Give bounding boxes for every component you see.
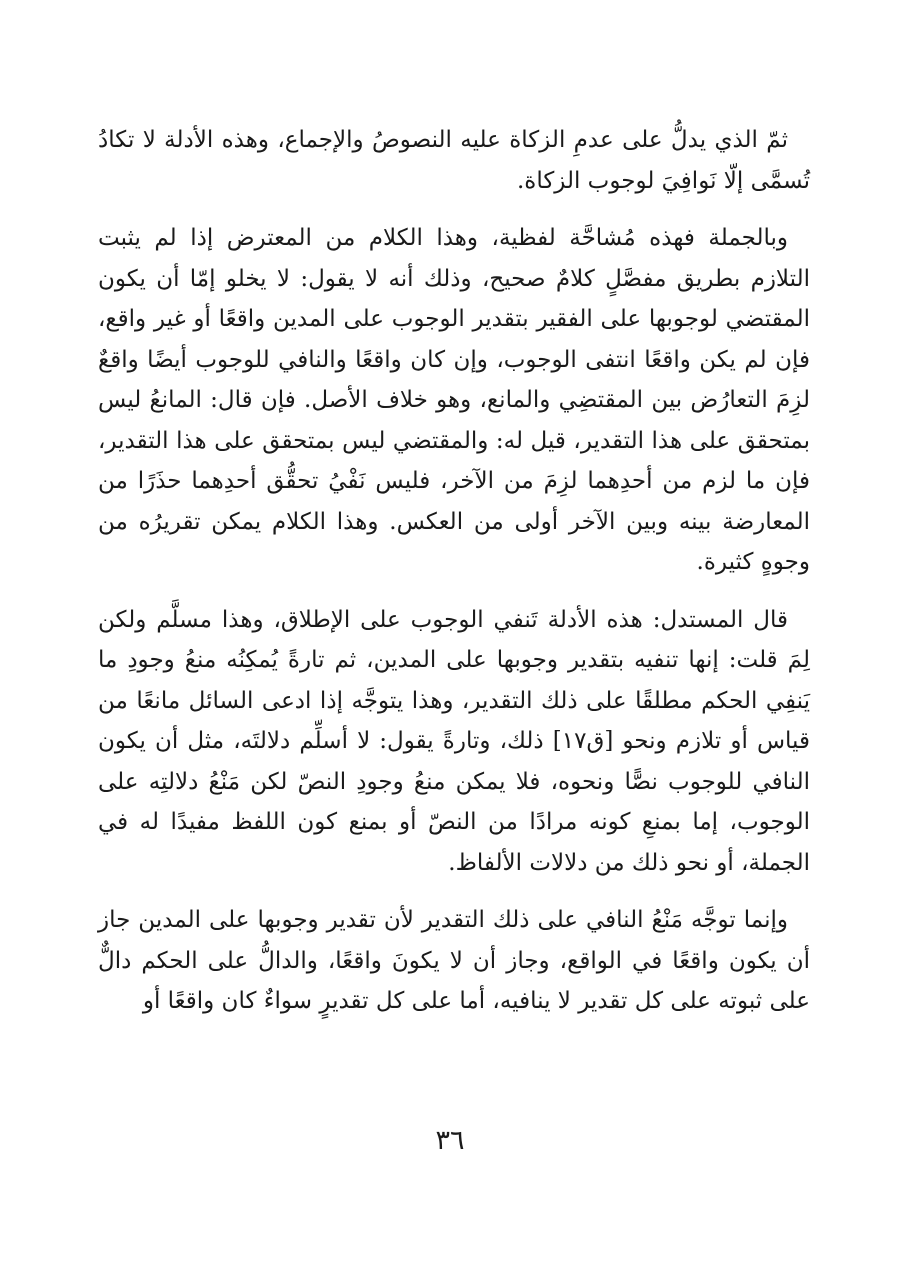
page-number: ٣٦	[435, 1125, 465, 1156]
text-body	[98, 120, 810, 1022]
paragraph-1: ثمّ الذي يدلُّ على عدمِ الزكاة عليه النصوصُ والإجماع، وهذه الأدلة لا تكادُ تُسمَّى إلّا نَوافِيَ لوجوب الزكاة.	[98, 127, 810, 194]
document-page	[0, 110, 900, 1230]
paragraph-3: قال المستدل: هذه الأدلة تَنفي الوجوب على الإطلاق، وهذا مسلَّم ولكن لِمَ قلت: إنها تنفيه بتقدير وجوبها على المدين، ثم تارةً يُمكِنُه منعُ وجودِ ما يَنفِي الحكم مطلقًا على ذلك التقدير، وهذا يتوجَّه إذا ادعى السائل مانعًا من قياس أو تلازم ونحو [ق١٧] ذلك، وتارةً يقول: لا أسلِّم دلالتَه، مثل أن يكون النافي للوجوب نصًّا ونحوه، فلا يمكن منعُ وجودِ النصّ لكن مَنْعُ دلالتِه على الوجوب، إما بمنعِ كونه مرادًا من النصّ أو بمنع كون اللفظ مفيدًا له في الجملة، أو نحو ذلك من دلالات الألفاظ.	[98, 606, 810, 876]
paragraph-4: وإنما توجَّه مَنْعُ النافي على ذلك التقدير لأن تقدير وجوبها على المدين جاز أن يكون واقعًا في الواقع، وجاز أن لا يكونَ واقعًا، والدالُّ على الحكم دالٌّ على ثبوته على كل تقدير لا ينافيه، أما على كل تقديرٍ سواءٌ كان واقعًا أو	[98, 907, 810, 1014]
paragraph-2: وبالجملة فهذه مُشاحَّة لفظية، وهذا الكلام من المعترض إذا لم يثبت التلازم بطريق مفصَّلٍ كلامٌ صحيح، وذلك أنه لا يقول: لا يخلو إمّا أن يكون المقتضي لوجوبها على الفقير بتقدير الوجوب على المدين واقعًا أو غير واقع، فإن لم يكن واقعًا انتفى الوجوب، وإن كان واقعًا والنافي للوجوب أيضًا واقعٌ لزِمَ التعارُض بين المقتضِي والمانع، وهو خلاف الأصل. فإن قال: المانعُ ليس بمتحقق على هذا التقدير، قيل له: والمقتضي ليس بمتحقق على هذا التقدير، فإن ما لزم من أحدِهما لزِمَ من الآخر، فليس نَفْيُ تحقُّق أحدِهما حذَرًا من المعارضة بينه وبين الآخر أولى من العكس. وهذا الكلام يمكن تقريرُه من وجوهٍ كثيرة.	[98, 225, 810, 575]
